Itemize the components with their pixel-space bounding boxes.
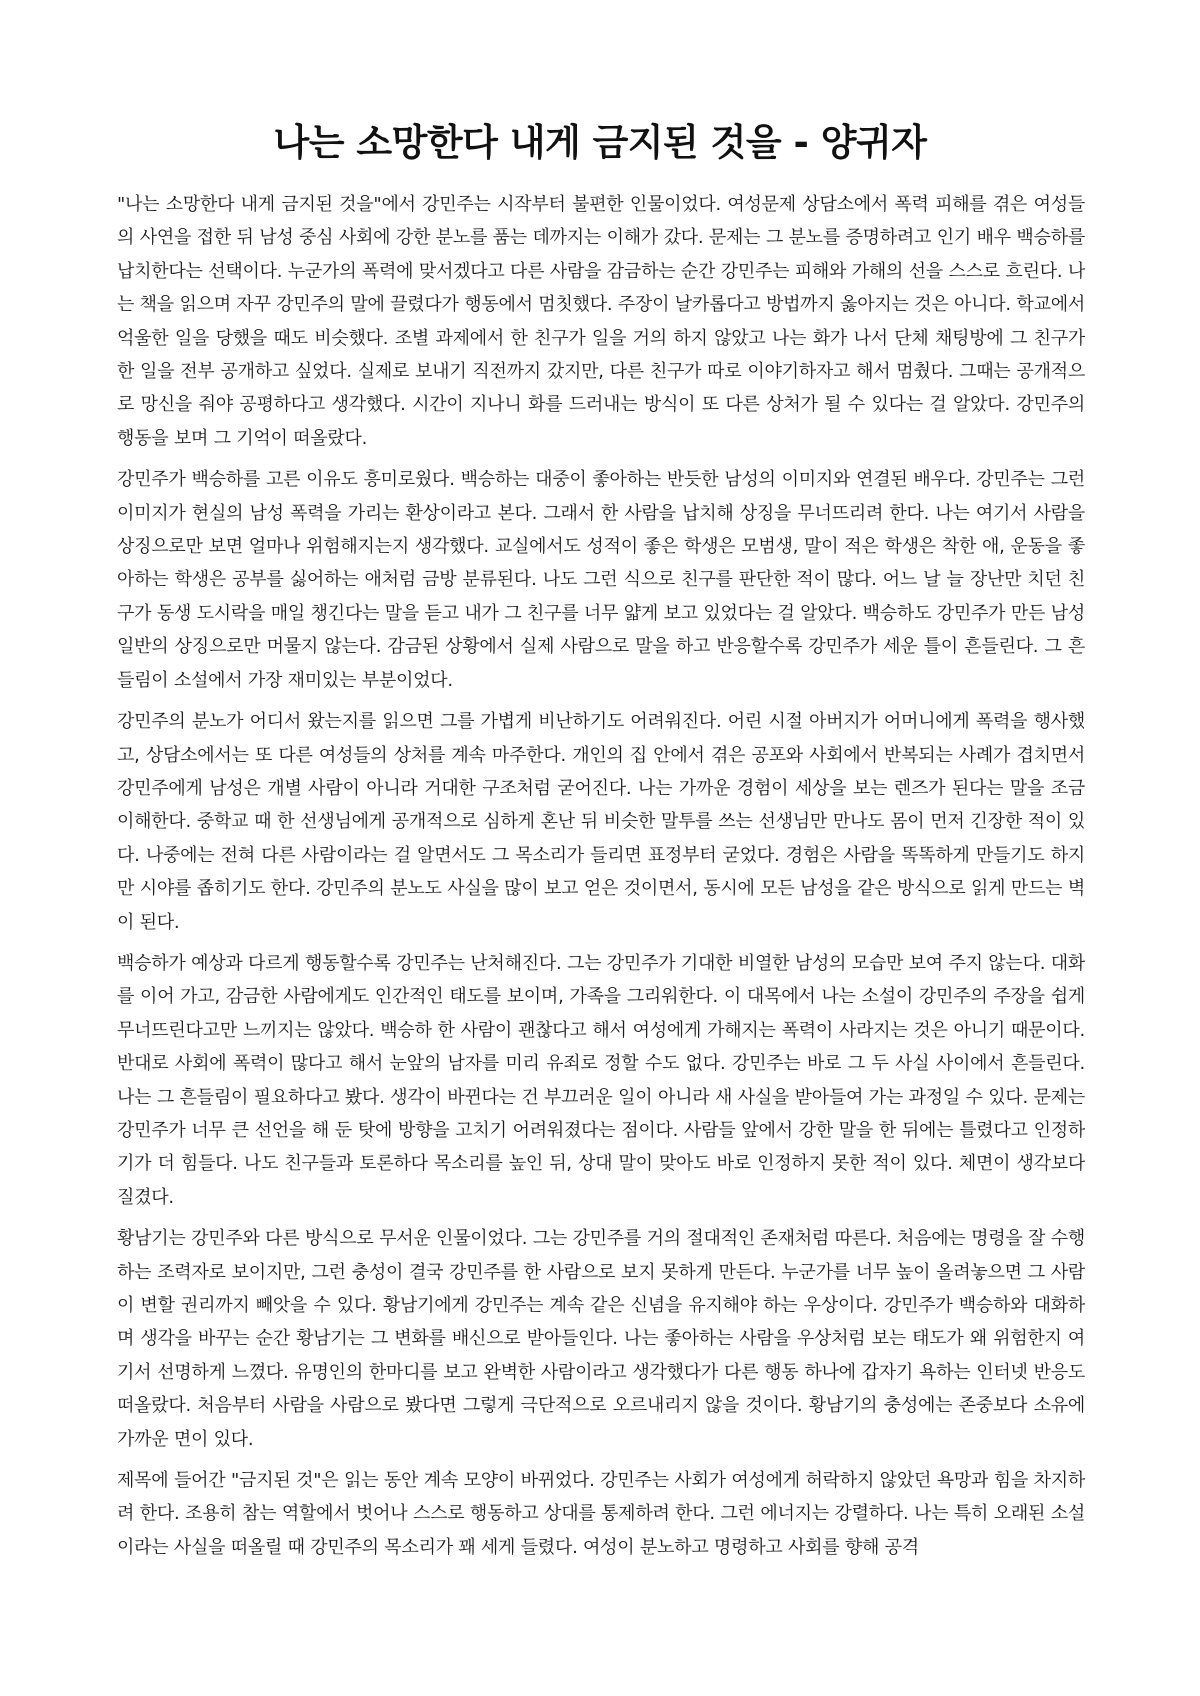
body-paragraph-1: "나는 소망한다 내게 금지된 것을"에서 강민주는 시작부터 불편한 인물이었다. 여성문제 상담소에서 폭력 피해를 겪은 여성들의 사연을 접한 뒤 남성 중심 사회에 강한 분노를 품는 데까지는 이해가 갔다. 문제는 그 분노를 증명하려고 인기 배우 백승하를 납치한다는 선택이다. 누군가의 폭력에 맞서겠다고 다른 사람을 감금하는 순간 강민주는 피해와 가해의 선을 스스로 흐린다. 나는 책을 읽으며 자꾸 강민주의 말에 끌렸다가 행동에서 멈칫했다. 주장이 날카롭다고 방법까지 옳아지는 것은 아니다. 학교에서 억울한 일을 당했을 때도 비슷했다. 조별 과제에서 한 친구가 일을 거의 하지 않았고 나는 화가 나서 단체 채팅방에 그 친구가 한 일을 전부 공개하고 싶었다. 실제로 보내기 직전까지 갔지만, 다른 친구가 따로 이야기하자고 해서 멈췄다. 그때는 공개적으로 망신을 줘야 공평하다고 생각했다. 시간이 지나니 화를 드러내는 방식이 또 다른 상처가 될 수 있다는 걸 알았다. 강민주의 행동을 보며 그 기억이 떠올랐다.: [117, 194, 1085, 449]
body-paragraph-2: 강민주가 백승하를 고른 이유도 흥미로웠다. 백승하는 대중이 좋아하는 반듯한 남성의 이미지와 연결된 배우다. 강민주는 그런 이미지가 현실의 남성 폭력을 가리는 환상이라고 본다. 그래서 한 사람을 납치해 상징을 무너뜨리려 한다. 나는 여기서 사람을 상징으로만 보면 얼마나 위험해지는지 생각했다. 교실에서도 성적이 좋은 학생은 모범생, 말이 적은 학생은 착한 애, 운동을 좋아하는 학생은 공부를 싫어하는 애처럼 금방 분류된다. 나도 그런 식으로 친구를 판단한 적이 많다. 어느 날 늘 장난만 치던 친구가 동생 도시락을 매일 챙긴다는 말을 듣고 내가 그 친구를 너무 얇게 보고 있었다는 걸 알았다. 백승하도 강민주가 만든 남성 일반의 상징으로만 머물지 않는다. 감금된 상황에서 실제 사람으로 말을 하고 반응할수록 강민주가 세운 틀이 흔들린다. 그 흔들림이 소설에서 가장 재미있는 부분이었다.: [117, 469, 1085, 691]
body-paragraph-3: 강민주의 분노가 어디서 왔는지를 읽으면 그를 가볍게 비난하기도 어려워진다. 어린 시절 아버지가 어머니에게 폭력을 행사했고, 상담소에서는 또 다른 여성들의 상처를 계속 마주한다. 개인의 집 안에서 겪은 공포와 사회에서 반복되는 사례가 겹치면서 강민주에게 남성은 개별 사람이 아니라 거대한 구조처럼 굳어진다. 나는 가까운 경험이 세상을 보는 렌즈가 된다는 말을 조금 이해한다. 중학교 때 한 선생님에게 공개적으로 심하게 혼난 뒤 비슷한 말투를 쓰는 선생님만 만나도 몸이 먼저 긴장한 적이 있다. 나중에는 전혀 다른 사람이라는 걸 알면서도 그 목소리가 들리면 표정부터 굳었다. 경험은 사람을 똑똑하게 만들기도 하지만 시야를 좁히기도 한다. 강민주의 분노도 사실을 많이 보고 얻은 것이면서, 동시에 모든 남성을 같은 방식으로 읽게 만드는 벽이 된다.: [117, 711, 1085, 933]
body-paragraph-5: 황남기는 강민주와 다른 방식으로 무서운 인물이었다. 그는 강민주를 거의 절대적인 존재처럼 따른다. 처음에는 명령을 잘 수행하는 조력자로 보이지만, 그런 충성이 결국 강민주를 한 사람으로 보지 못하게 만든다. 누군가를 너무 높이 올려놓으면 그 사람이 변할 권리까지 빼앗을 수 있다. 황남기에게 강민주는 계속 같은 신념을 유지해야 하는 우상이다. 강민주가 백승하와 대화하며 생각을 바꾸는 순간 황남기는 그 변화를 배신으로 받아들인다. 나는 좋아하는 사람을 우상처럼 보는 태도가 왜 위험한지 여기서 선명하게 느꼈다. 유명인의 한마디를 보고 완벽한 사람이라고 생각했다가 다른 행동 하나에 갑자기 욕하는 인터넷 반응도 떠올랐다. 처음부터 사람을 사람으로 봤다면 그렇게 극단적으로 오르내리지 않을 것이다. 황남기의 충성에는 존중보다 소유에 가까운 면이 있다.: [117, 1228, 1085, 1450]
body-paragraph-4: 백승하가 예상과 다르게 행동할수록 강민주는 난처해진다. 그는 강민주가 기대한 비열한 남성의 모습만 보여 주지 않는다. 대화를 이어 가고, 감금한 사람에게도 인간적인 태도를 보이며, 가족을 그리워한다. 이 대목에서 나는 소설이 강민주의 주장을 쉽게 무너뜨린다고만 느끼지는 않았다. 백승하 한 사람이 괜찮다고 해서 여성에게 가해지는 폭력이 사라지는 것은 아니기 때문이다. 반대로 사회에 폭력이 많다고 해서 눈앞의 남자를 미리 유죄로 정할 수도 없다. 강민주는 바로 그 두 사실 사이에서 흔들린다. 나는 그 흔들림이 필요하다고 봤다. 생각이 바뀐다는 건 부끄러운 일이 아니라 새 사실을 받아들여 가는 과정일 수 있다. 문제는 강민주가 너무 큰 선언을 해 둔 탓에 방향을 고치기 어려워졌다는 점이다. 사람들 앞에서 강한 말을 한 뒤에는 틀렸다고 인정하기가 더 힘들다. 나도 친구들과 토론하다 목소리를 높인 뒤, 상대 말이 맞아도 바로 인정하지 못한 적이 있다. 체면이 생각보다 질겼다.: [117, 952, 1085, 1208]
document-body: [117, 188, 1085, 1572]
body-paragraph-6: 제목에 들어간 "금지된 것"은 읽는 동안 계속 모양이 바뀌었다. 강민주는 사회가 여성에게 허락하지 않았던 욕망과 힘을 차지하려 한다. 조용히 참는 역할에서 벗어나 스스로 행동하고 상대를 통제하려 한다. 그런 에너지는 강렬하다. 나는 특히 오래된 소설이라는 사실을 떠올릴 때 강민주의 목소리가 꽤 세게 들렸다. 여성이 분노하고 명령하고 사회를 향해 공격: [117, 1470, 1085, 1558]
page-title: 나는 소망한다 내게 금지된 것을 - 양귀자: [273, 121, 927, 164]
